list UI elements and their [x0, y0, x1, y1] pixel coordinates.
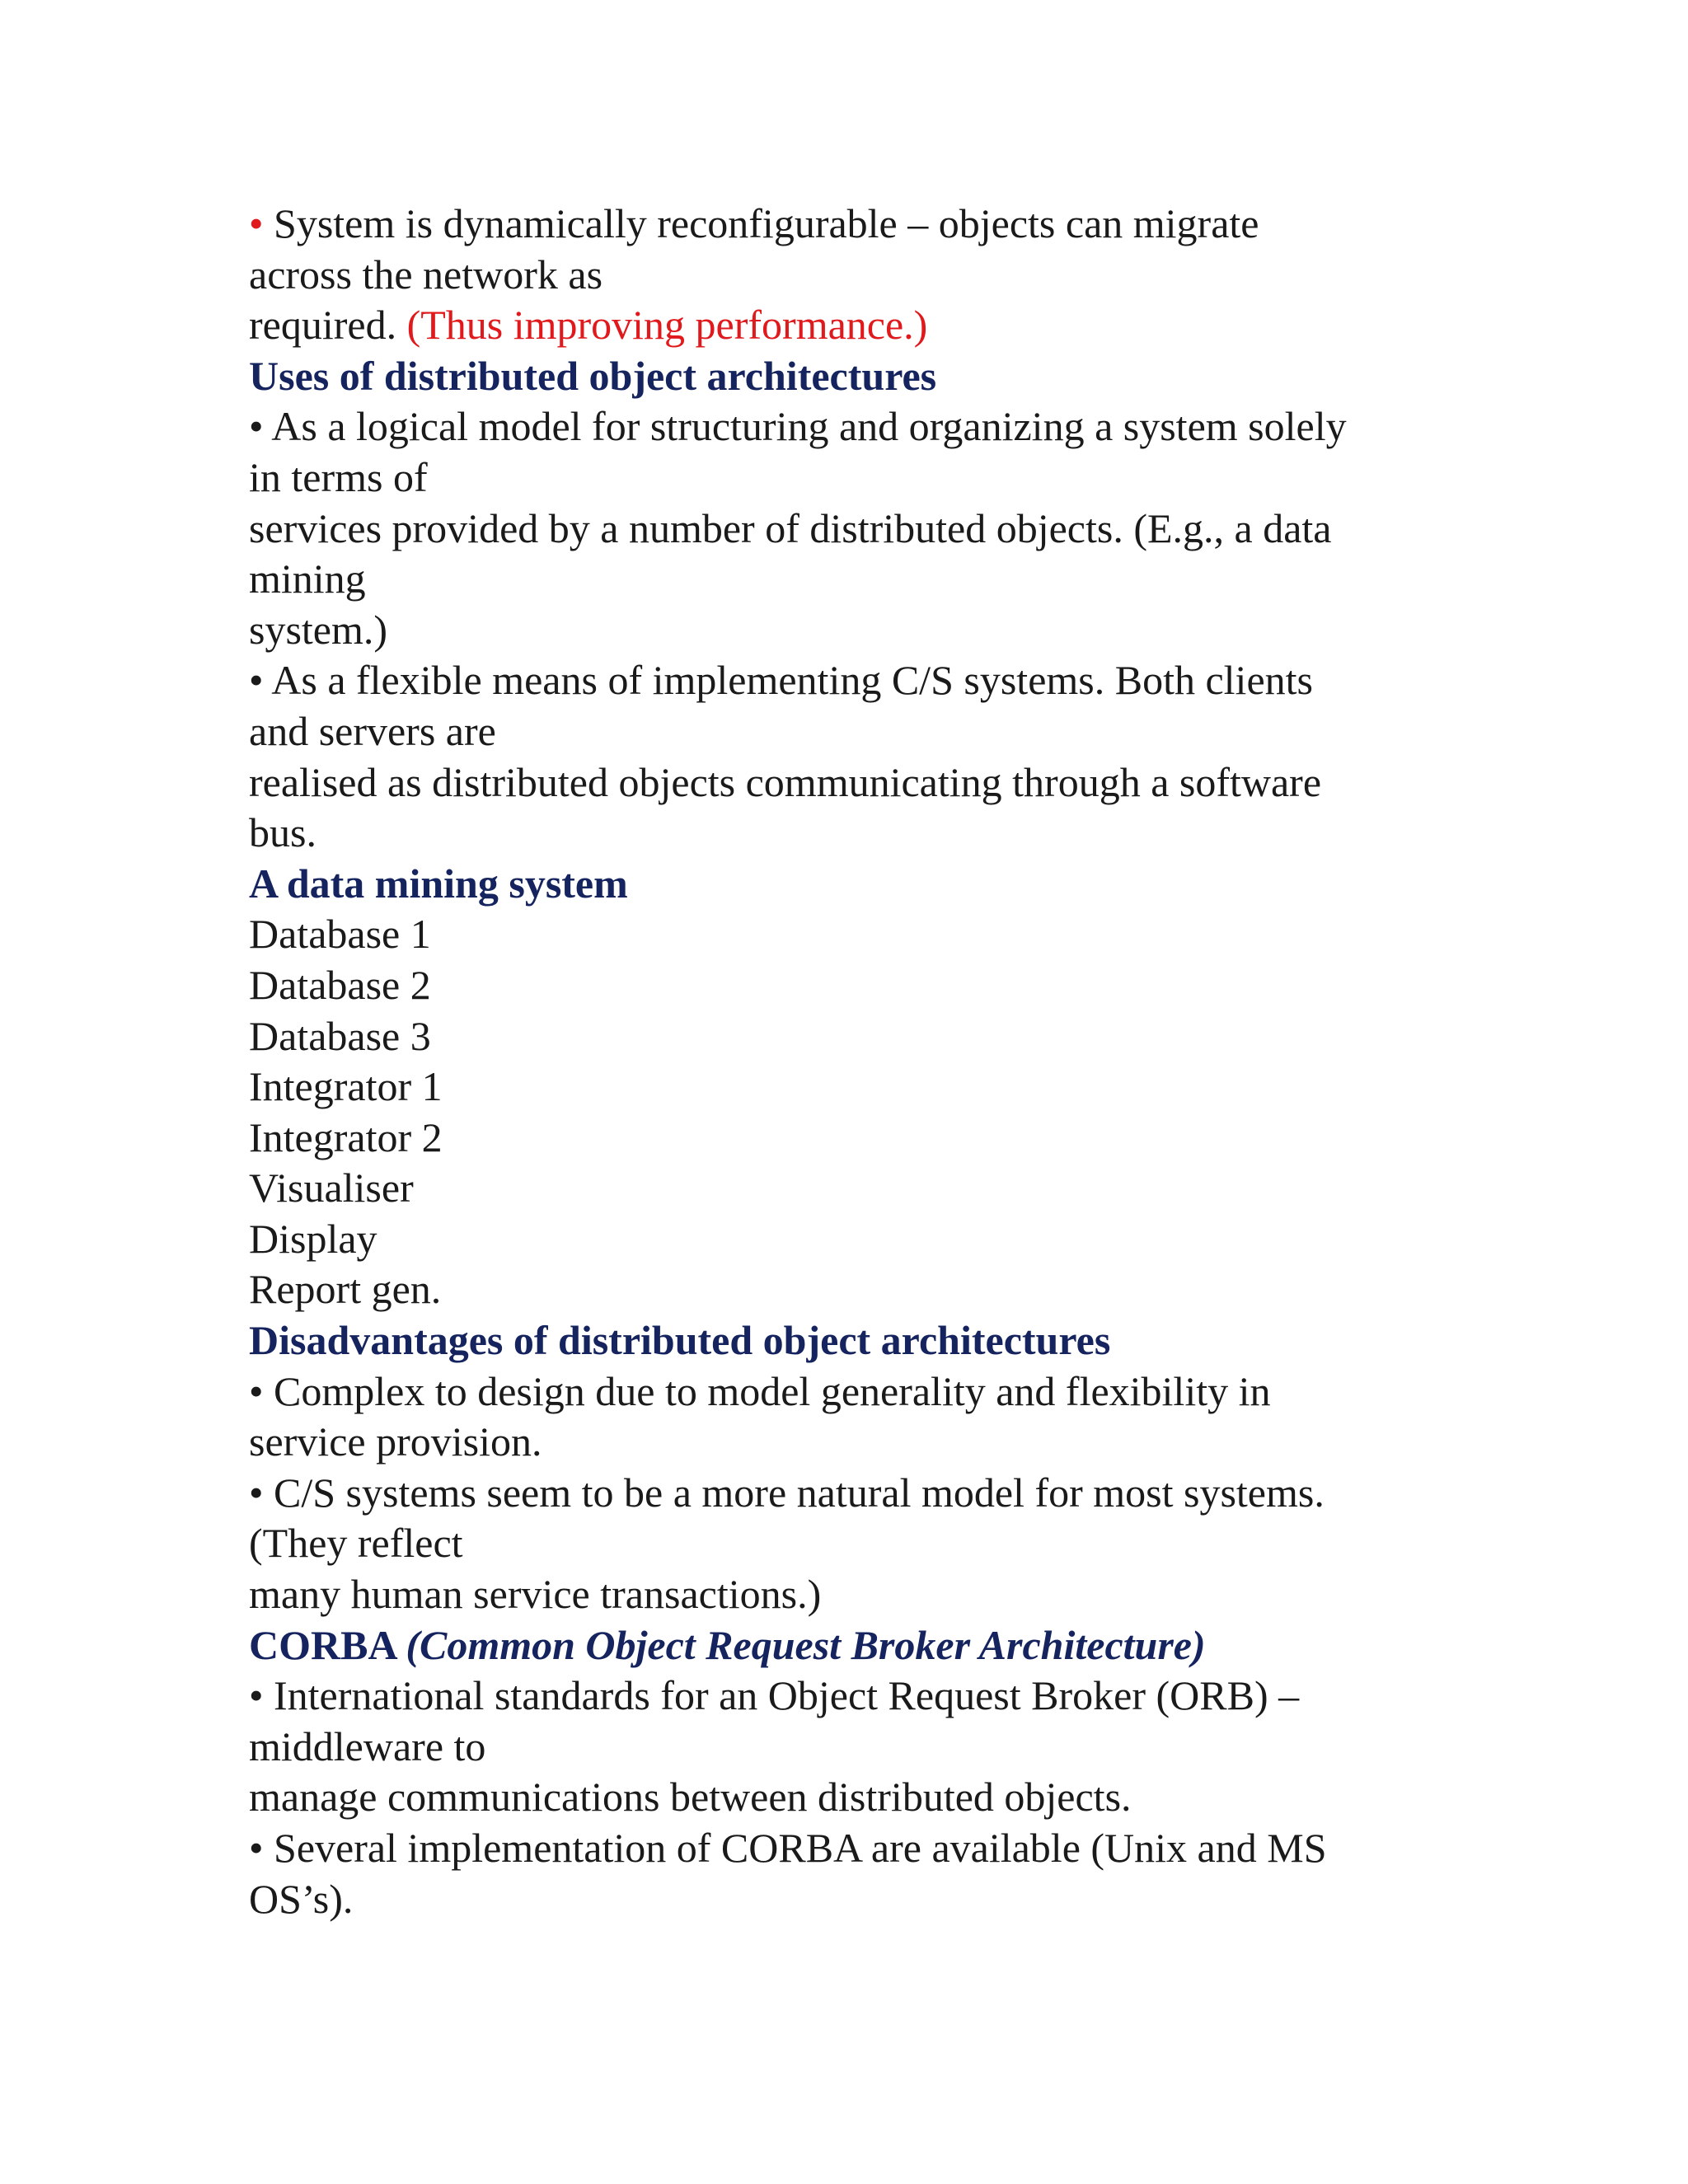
uses-line: in terms of [249, 453, 428, 500]
heading-corba-expansion: (Common Object Request Broker Architecture) [406, 1621, 1206, 1668]
corba-line: • International standards for an Object Request Broker (ORB) – [249, 1672, 1300, 1719]
intro-line-1-text: System is dynamically reconfigurable – objects can migrate [263, 200, 1259, 246]
heading-uses: Uses of distributed object architectures [249, 352, 937, 399]
mining-item: Integrator 2 [249, 1113, 443, 1160]
corba-line: • Several implementation of CORBA are available (Unix and MS [249, 1825, 1327, 1871]
disadvantages-line: • C/S systems seem to be a more natural model for most systems. [249, 1469, 1325, 1516]
intro-bullet: • [249, 200, 264, 246]
mining-item: Report gen. [249, 1266, 442, 1313]
uses-line: services provided by a number of distributed objects. (E.g., a data [249, 504, 1332, 551]
heading-disadvantages: Disadvantages of distributed object architectures [249, 1317, 1111, 1364]
disadvantages-line: • Complex to design due to model generality and flexibility in [249, 1367, 1271, 1414]
uses-line: mining [249, 555, 366, 602]
mining-item: Integrator 1 [249, 1063, 443, 1110]
uses-line: realised as distributed objects communicating through a software [249, 758, 1322, 805]
mining-item: Visualiser [249, 1165, 414, 1212]
corba-line: manage communications between distributed objects. [249, 1774, 1132, 1821]
mining-item: Display [249, 1215, 377, 1262]
disadvantages-line: service provision. [249, 1418, 542, 1465]
intro-line-3-highlight: (Thus improving performance.) [406, 302, 928, 349]
mining-item: Database 2 [249, 961, 431, 1008]
corba-line: middleware to [249, 1722, 486, 1769]
uses-line: system.) [249, 606, 388, 653]
mining-item: Database 3 [249, 1012, 431, 1059]
corba-line: OS’s). [249, 1875, 354, 1922]
intro-line-1 [249, 199, 1469, 250]
disadvantages-line: (They reflect [249, 1520, 463, 1567]
heading-corba [249, 1620, 1469, 1671]
disadvantages-line: many human service transactions.) [249, 1571, 822, 1618]
intro-line-3 [249, 300, 1469, 351]
uses-line: bus. [249, 809, 316, 856]
document-body [249, 199, 1469, 1924]
uses-line: • As a flexible means of implementing C/S systems. Both clients [249, 657, 1313, 704]
heading-corba-main: CORBA [249, 1621, 406, 1668]
uses-line: and servers are [249, 707, 496, 754]
intro-line-3-text: required. [249, 302, 407, 349]
mining-item: Database 1 [249, 911, 431, 958]
intro-line-2: across the network as [249, 251, 603, 298]
uses-line: • As a logical model for structuring and organizing a system solely [249, 403, 1347, 450]
heading-data-mining: A data mining system [249, 860, 628, 907]
